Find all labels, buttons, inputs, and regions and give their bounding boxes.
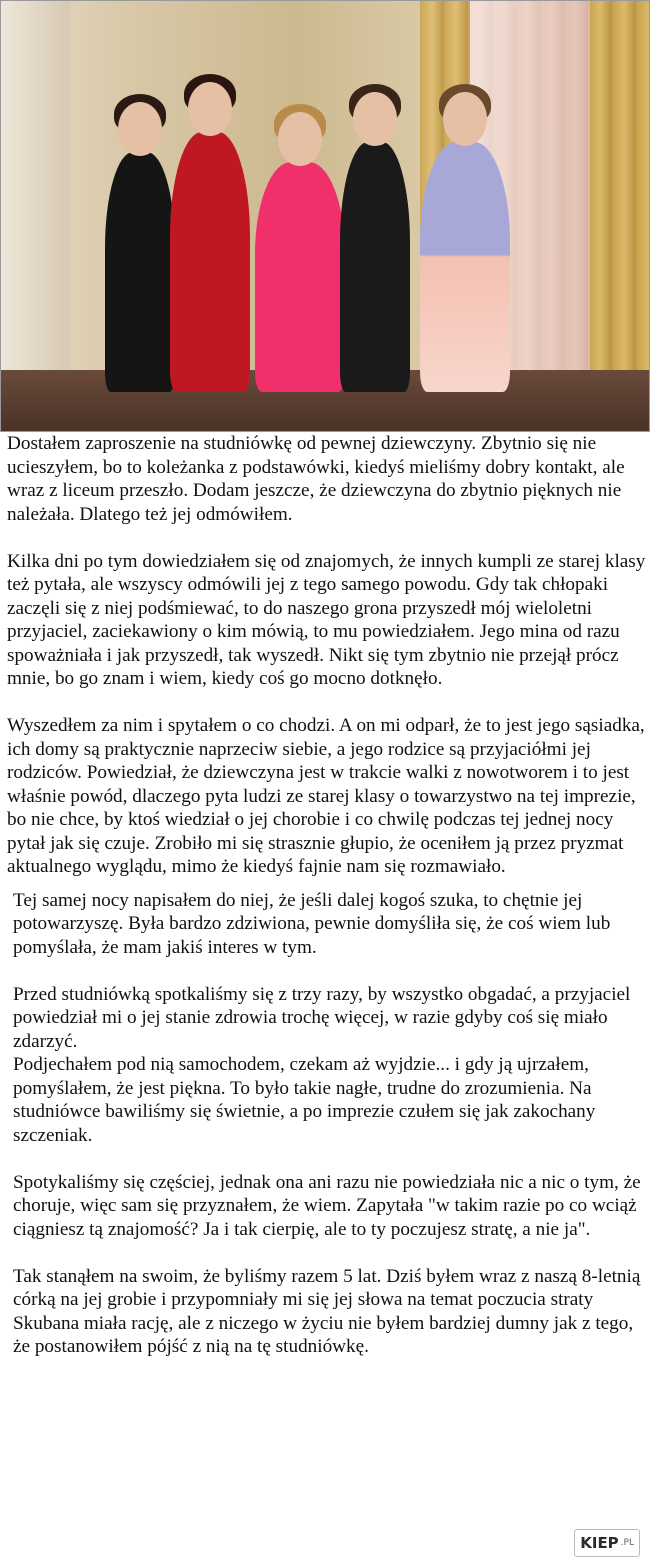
kiep-logo	[574, 1529, 640, 1557]
story-paragraph-7: Spotykaliśmy się częściej, jednak ona ani razu nie powiedziała nic a nic o tym, że choruje, więc sam się przyznałem, że wiem. Zapytała "w takim razie po co wciąż ciągniesz tą znajomość? Ja i tak cierpię, ale to ty poczujesz stratę, a nie ja".	[13, 1171, 641, 1240]
logo-suffix: .PL	[620, 1538, 634, 1548]
story-paragraph-3: Wyszedłem za nim i spytałem o co chodzi. A on mi odparł, że to jest jego sąsiadka, ich domy są praktycznie naprzeciw siebie, a jego rodzice są przyjaciółmi jej rodziców. Powiedział, że dziewczyna jest w trakcie walki z nowotworem i to jest właśnie powód, dlaczego pyta ludzi ze starej klasy o towarzystwo na tej imprezie, bo nie chce, by ktoś wiedział o jej chorobie i co chwilę podczas tej jednej nocy pytał jak się czuje. Zrobiło mi się strasznie głupio, że oceniłem ją przez pryzmat aktualnego wyglądu, mimo że kiedyś fajnie nam się rozmawiało.	[7, 715, 645, 877]
story-paragraph-6: Podjechałem pod nią samochodem, czekam aż wyjdzie... i gdy ją ujrzałem, pomyślałem, że jest piękna. To było takie nagłe, trudne do zrozumienia. Na studniówce bawiliśmy się świetnie, a po imprezie czułem się jak zakochany szczeniak.	[13, 1054, 596, 1146]
photo-five-women-in-dresses	[0, 0, 650, 432]
story-paragraph-5: Przed studniówką spotkaliśmy się z trzy razy, by wszystko obgadać, a przyjaciel powiedział mi o jej stanie zdrowia trochę więcej, w razie gdyby coś się miało zdarzyć.	[13, 983, 631, 1052]
story-text	[7, 432, 647, 1382]
photo-frame	[0, 0, 650, 432]
story-paragraph-2: Kilka dni po tym dowiedziałem się od znajomych, że innych kumpli ze starej klasy też pytała, ale wszyscy odmówili jej z tego samego powodu. Gdy tak chłopaki zaczęli się z niej podśmiewać, to do naszego grona przyszedł mój wieloletni przyjaciel, zaciekawiony o kim mówią, to mu powiedziałem. Jego mina od razu spoważniała i jak przyszedł, tak wyszedł. Nikt się tym zbytnio nie przejął prócz mnie, bo go znam i wiem, kiedy coś go mocno dotknęło.	[7, 550, 646, 689]
story-paragraph-4: Tej samej nocy napisałem do niej, że jeśli dalej kogoś szuka, to chętnie jej potowarzyszę. Była bardzo zdziwiona, pewnie domyśliła się, że coś wiem lub pomyślała, że mam jakiś interes w tym.	[13, 889, 611, 958]
logo-text: KIEP	[580, 1534, 619, 1552]
story-paragraph-1: Dostałem zaproszenie na studniówkę od pewnej dziewczyny. Zbytnio się nie ucieszyłem, bo to koleżanka z podstawówki, kiedyś mieliśmy dobry kontakt, ale wraz z liceum przeszło. Dodam jeszcze, że dziewczyna do zbytnio pięknych nie należała. Dlatego też jej odmówiłem.	[7, 433, 625, 525]
story-paragraph-8: Tak stanąłem na swoim, że byliśmy razem 5 lat. Dziś byłem wraz z naszą 8-letnią córką na jej grobie i przypomniały mi się jej słowa na temat poczucia straty Skubana miała rację, ale z niczego w życiu nie byłem bardziej dumny jak z tego, że postanowiłem pójść z nią na tę studniówkę.	[13, 1265, 641, 1357]
